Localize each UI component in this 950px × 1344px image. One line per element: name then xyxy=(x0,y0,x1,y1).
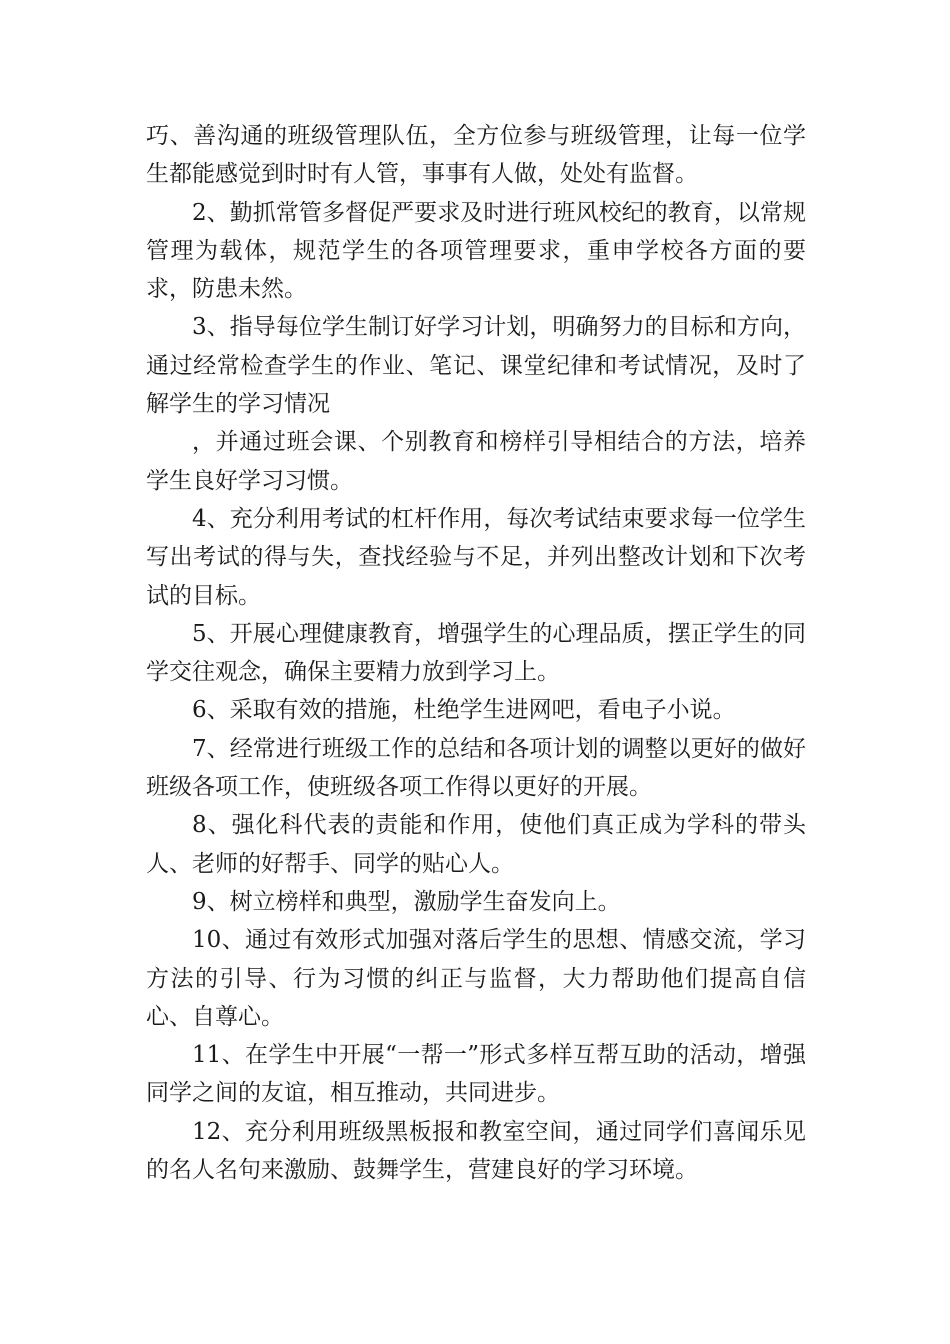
paragraph-item-5: 5、开展心理健康教育，增强学生的心理品质，摆正学生的同学交往观念，确保主要精力放到学习上。 xyxy=(146,620,806,686)
paragraph-item-6: 6、采取有效的措施，杜绝学生进网吧，看电子小说。 xyxy=(192,697,736,724)
paragraph-item-12: 12、充分利用班级黑板报和教室空间，通过同学们喜闻乐见的名人名句来激励、鼓舞学生，营建良好的学习环境。 xyxy=(146,1118,806,1184)
document-body xyxy=(146,117,806,1189)
paragraph-item-2: 2、勤抓常管多督促严要求及时进行班风校纪的教育，以常规管理为载体，规范学生的各项管理要求，重申学校各方面的要求，防患未然。 xyxy=(146,199,806,303)
paragraph-continued: 巧、善沟通的班级管理队伍，全方位参与班级管理，让每一位学生都能感觉到时时有人管，事事有人做，处处有监督。 xyxy=(146,123,806,188)
paragraph-item-3: 3、指导每位学生制订好学习计划，明确努力的目标和方向，通过经常检查学生的作业、笔记、课堂纪律和考试情况，及时了解学生的学习情况 xyxy=(146,314,806,418)
paragraph-item-3-continued: ，并通过班会课、个别教育和榜样引导相结合的方法，培养学生良好学习习惯。 xyxy=(146,429,806,494)
paragraph-item-9: 9、树立榜样和典型，激励学生奋发向上。 xyxy=(192,888,621,915)
paragraph-item-10: 10、通过有效形式加强对落后学生的思想、情感交流，学习方法的引导、行为习惯的纠正与监督，大力帮助他们提高自信心、自尊心。 xyxy=(146,927,806,1030)
paragraph-item-4: 4、充分利用考试的杠杆作用，每次考试结束要求每一位学生写出考试的得与失，查找经验与不足，并列出整改计划和下次考试的目标。 xyxy=(146,505,806,609)
paragraph-item-7: 7、经常进行班级工作的总结和各项计划的调整以更好的做好班级各项工作，使班级各项工作得以更好的开展。 xyxy=(146,735,806,801)
paragraph-item-8: 8、强化科代表的责能和作用，使他们真正成为学科的带头人、老师的好帮手、同学的贴心人。 xyxy=(146,812,806,877)
paragraph-item-11: 11、在学生中开展“一帮一”形式多样互帮互助的活动，增强同学之间的友谊，相互推动，共同进步。 xyxy=(146,1042,806,1107)
